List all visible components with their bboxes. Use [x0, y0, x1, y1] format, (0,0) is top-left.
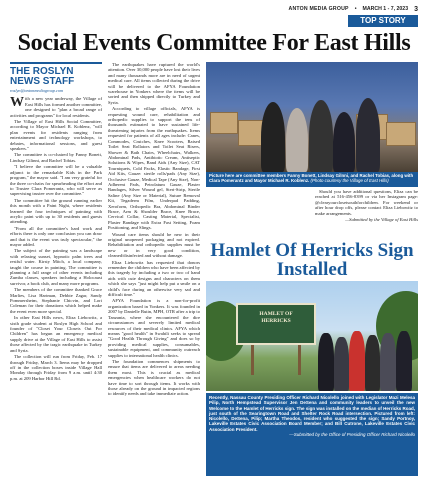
news-staff-title-2: NEWS STAFF	[10, 76, 75, 87]
article-paragraph: The collection will run from Friday, Feb. 17 through Friday, March 3. Items may be dropped off in the collection boxes inside Village Hall Monday through Friday from 9 a.m. until 4:30 p.m. at 209 Harbor Hill Rd.	[10, 354, 102, 381]
drop-cap: W	[10, 95, 24, 111]
article-paragraph: "I believe the committee will be a valuable adjunct to the remarkable Kids in the Park program," the mayor said. "I am very grateful for the three co-chairs for spearheading the effort and to Trustee Clara Pomerantz, who will serve as supervising trustee over the committee."	[10, 164, 102, 197]
supply-box	[210, 112, 238, 134]
news-staff-email[interactable]: roslyn@antonmediagroup.com	[10, 88, 64, 93]
supply-box	[386, 122, 416, 146]
page-number: 3	[414, 5, 418, 13]
person-figure	[356, 98, 380, 172]
photo-credit: (Photo courtesy the Village of East Hills)	[310, 178, 389, 183]
article-paragraph: The Village of East Hills Social Committee, according to Mayor Michael R. Koblenz, "will plan events for residents ranging from entertainment and technology workshops, to debates, informational sessions, and guest speakers."	[10, 119, 102, 152]
person-figure	[334, 337, 349, 391]
article-paragraph: Wound care items should be new in their original unopened packaging and not expired. Rehabilitation and orthopedic supplies must be new or in very good condition, cleaned/disinfected and without damage.	[108, 231, 200, 259]
main-headline: Social Events Committee For East Hills	[17, 30, 411, 56]
article-credit: —Submitted by the Village of East Hills	[345, 217, 418, 223]
article-paragraph: Should you have additional questions, Eliza can be reached at 516-456-8399 or via her Instagram page: @clearyourclosetsouthforchildren. For weekend or after hour drop offs, please contact Eliza Liebowitz to make arrangements.	[315, 189, 418, 216]
person-figure	[396, 331, 412, 391]
article-paragraph: The committee is co-chaired by Fanny Bonett, Lindsay Gilinni, and Rachel Tobias.	[10, 152, 102, 163]
photo-credit: —Submitted by the Office of Presiding Officer Richard Nicolello	[289, 432, 415, 438]
article-paragraph: The subject of the painting was a landscape with relaxing sunset, hypnotic palm trees and restful water. Kirsty Mitch, a local company, taught the course in painting. The committee is planning a full range of other events including Zumba classes, speakers including a Holocaust survivor, a book club, and many more programs.	[10, 248, 102, 286]
article-column-1	[10, 62, 102, 382]
article-paragraph: The earthquakes have ruptured the world's attention. Over 30,000 people have lost their lives and many thousands more are in need of urgent medical care. All items collected during the drive will be delivered to the AFYA Foundation warehouse in Yonkers where the items will be sorted and then shipped directly to Turkey and Syria.	[108, 62, 200, 105]
article-paragraph: The committee hit the ground running earlier this month with a Paint Night, where residents learned the four techniques of painting with acrylic paint with up to 30 residents and guests attending.	[10, 197, 102, 225]
article-paragraph: With a new year underway, the Village of East Hills has formed another committee, one designed to "plan a broad range of activities and programs" for local residents.	[10, 95, 102, 118]
secondary-headline: Hamlet Of Herricks Sign Installed	[210, 240, 414, 280]
person-figure	[333, 112, 355, 172]
committee-photo	[206, 62, 418, 172]
section-tab: TOP STORY	[348, 15, 418, 27]
photo-caption: Picture here are committee members Fanny Bonett, Lindsay Gilnni, and Rachel Tobias, along with Clara Pomerantz and Mayor Michael R. Koblenz. (Photo courtesy the Village of East Hills)	[206, 172, 418, 187]
article-paragraph: The members of the committee thanked Grace Marlies, Lisa Hartman, Debbie Zagar, Sandy Pommersheim, Stephanie Chicvin, and Lori Coleman for their donations which helped make the event even more special.	[10, 287, 102, 314]
article-paragraph: In other East Hills news, Eliza Liebowitz, a sixth grade student at Roslyn High School and founder of "Closet Your Closets Out For Children" has begun an emergency medical supply drive at the Village of East Hills to assist those affected by the tragic earthquake in Turkey and Syria.	[10, 315, 102, 353]
news-staff-byline	[10, 62, 102, 93]
person-figure	[318, 333, 334, 391]
publication-name: ANTON MEDIA GROUP	[288, 6, 349, 12]
person-figure	[349, 331, 365, 391]
sign-post	[298, 345, 301, 375]
masthead	[10, 4, 418, 14]
bullet-separator: •	[354, 6, 357, 12]
article-paragraph: "From all the committee's hard work and efforts there is only one conclusion you can draw and that is the event was truly spectacular," the mayor added.	[10, 225, 102, 247]
article-column-2	[108, 62, 200, 398]
issue-date: MARCH 1 - 7, 2023	[362, 6, 409, 12]
sign-post	[251, 345, 254, 375]
sign-photo	[206, 281, 418, 391]
person-figure	[380, 333, 396, 391]
person-figure	[309, 100, 333, 172]
person-figure	[365, 335, 380, 391]
article-paragraph: AFYA Foundation is a non-for-profit organization based in Yonkers. It was founded in 2007 by Danielle Butin, MPH, OTR after a trip to Tanzania, where she encountered the dire circumstances and severely limited medical resources of their medical clinics. AFYA which means "good health" in Swahili seeks to spread "Good Health Through Giving" and does so by providing medical supplies, consumables, sustainable equipment, and community outreach supplies to international health clinics.	[108, 298, 200, 358]
article-paragraph: According to village officials, AFYA is requesting wound care, rehabilitation and orthopedic supplies to support the tens of thousands estimated to have sustained life-threatening injuries from the earthquakes. Items requested for patients of all ages include: Canes, Commodes, Crutches, Knee Scooters, Raised Toilet Seat Rollators and Toilet Seat Risers, Shower & Bath Chairs, Wheelchairs, Walkers, Abdominal Pads, Antibiotic Cream, Antiseptic Solutions & Wipes, Band Aids (Any Size), CAT Tourniquets, Cold Packs, Elastic Bandage, First Aid Kits, Gauze: sterile rolls/pads (Any Size), Occlusive Gauze, Medical Tape (Any Size), Non-Adherent Pads, Petrolatum Gauze, Plaster Bandages, Silver Wound gel, Steri-Strip, Sterile Saline (Any Size or Material), Suture Removal Kit, Tegaderm Film, Underpad Padding, Xeroform, Orthopedic Bra, Abdominal Binder Brace, Arm & Shoulder Brace, Knee Brace, Cervical Collar, Casting Material, Specialist, Plaster Bandage with Extra Fast Setting, Foam Positioning, and Slings.	[108, 106, 200, 231]
news-staff-title-1: THE ROSLYN	[10, 66, 74, 77]
hamlet-sign: HAMLET OF HERRICKS	[236, 303, 316, 345]
article-paragraph: Eliza Liebowitz has requested that donors remember the children who have been affected by this tragedy by including a two or two of hand aids with cute designs and characters on them which she says "just might help put a smile on a child's face during an otherwise very sad and difficult time."	[108, 259, 200, 298]
sign-photo-caption: Recently, Nassau County Presiding Officer Richard Nicolello joined with Legislator Mazi Melesa Pilip, North Hempstead Supervisor Jen DeSena and community leaders to unveil the new Welcome to the Hamlet of Herricks sign. The sign was installed on the median of Herricks Road, just south of the Searingtown Road and Shelter Rock Road intersection. Pictured from left: Nicolello, DeSena, Pilip; Martha Theodos, resident who suggested the sign; Sandy Portnoy, Lakeville Estates Civic Association Board Member; and Bill Cutrone, Lakeville Estates Civic Association President. —Submitted by the Office of Presiding Officer Richard Nicolello	[206, 393, 418, 476]
article-paragraph: The foundation commences shipments to ensure that items are delivered to areas needing them most. This is crucial as medical emergencies when healthcare workers do not have time to sort through items. It works with those already on the ground in impacted regions to identify needs and take immediate action.	[108, 358, 200, 397]
person-figure	[286, 108, 308, 172]
article-column-4	[315, 189, 418, 223]
person-figure	[261, 102, 285, 172]
